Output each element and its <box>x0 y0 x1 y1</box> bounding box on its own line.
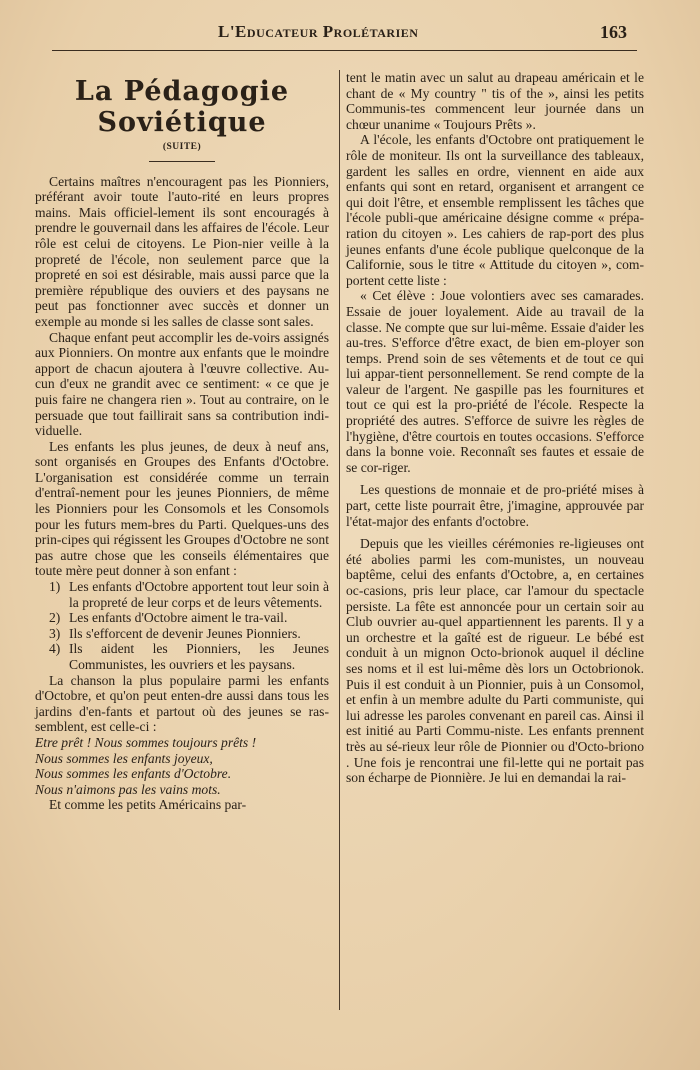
list-text: Ils s'efforcent de devenir Jeunes Pionniers. <box>69 625 301 641</box>
list-text: Ils aident les Pionniers, les Jeunes Communistes, les ouvriers et les paysans. <box>69 641 329 672</box>
paragraph: Depuis que les vieilles cérémonies re-ligieuses ont été abolies parmi les com-munistes, un nouveau baptême, celui des enfants d'Octobre, a, en certaines oc-casions, pris leur place, car l'amour du spectacle persiste. La fête est annoncée pour un certain soir au Club ouvrier au-quel appartiennent les parents. Il y a un orchestre et la gaîté est de rigueur. Le bébé est conduit à un mignon Octo-brionok auquel il décline ses noms et il est lui-même dès lors un Octobrionok. Puis il est conduit à un Pionnier, puis à un Consomol, et enfin à un membre adulte du Parti communiste, qui lui adresse les paroles convenant en pareil cas. Ainsi il est initié au Parti Commu-niste. Les enfants prennent très au sé-rieux leur rôle de Pionnier ou d'Octo-briono . Une fois je rencontrai une fil-lette qui ne portait pas son écharpe de Pionnière. Je lui en demandai la rai- <box>346 536 644 786</box>
list-number: 4) <box>49 641 61 657</box>
verse-line: Nous n'aimons pas les vains mots. <box>35 781 221 797</box>
list-number: 2) <box>49 610 61 626</box>
list-number: 1) <box>49 579 61 595</box>
left-column <box>35 70 329 813</box>
article-subtitle: (SUITE) <box>162 142 202 152</box>
list-text: Les enfants d'Octobre aiment le tra-vail. <box>69 610 288 626</box>
rules-list <box>35 579 329 673</box>
list-text: Les enfants d'Octobre apportent tout leur soin à la propreté de leur corps et de leurs vêtements. <box>69 579 329 610</box>
article-title <box>35 76 329 138</box>
paragraph: Certains maîtres n'encouragent pas les Pionniers, préférant avoir toute l'auto-rité en leurs propres mains. Mais officiel-lement ils sont encouragés à prendre le gouvernail dans les affaires de l'école. Leur rôle est celui de citoyens. Le Pion-nier veille à la propreté de l'école, non seulement parce que la propreté en soi est désirable, mais aussi parce que la première république des ouviers et des paysans ne peut pas fonctionner avec succès et donner un exemple au monde si les salles de classe sont sales. <box>35 173 329 329</box>
list-item <box>35 579 329 610</box>
paragraph: Et comme les petits Américains par- <box>49 797 247 813</box>
paragraph: A l'école, les enfants d'Octobre ont pratiquement le rôle de moniteur. Ils ont la surveillance des tableaux, gardent les salles en ordre, viennent en aide aux enfants qui sont en retard, organisent et arrangent ce qui doit l'être, et ensemble remplissent les tâches que l'école publi-que américaine désigne comme « prépa-ration du citoyen ». Les cahiers de rap-port des plus jeunes enfants d'une école publique quelconque de la Californie, sous le titre « Attitude du citoyen », com-portent cette liste : <box>346 132 644 288</box>
paragraph: Les questions de monnaie et de pro-priété mises à part, cette liste pourrait être, j'imagine, approuvée par l'état-major des enfants d'octobre. <box>346 482 644 529</box>
song-verse <box>35 735 329 797</box>
verse-line: Nous sommes les enfants d'Octobre. <box>35 766 232 782</box>
title-line-1: La Pédagogie <box>74 76 290 107</box>
verse-line: Nous sommes les enfants joyeux, <box>35 750 213 766</box>
title-rule <box>149 161 215 162</box>
list-item <box>35 626 329 642</box>
header-rule <box>52 50 637 51</box>
paragraph: La chanson la plus populaire parmi les enfants d'Octobre, et qu'on peut enten-dre aussi dans tous les jardins d'en-fants et partout où des jeunes se ras-semblent, est celle-ci : <box>35 672 329 735</box>
list-number: 3) <box>49 625 61 641</box>
list-item <box>35 641 329 672</box>
paragraph: Les enfants les plus jeunes, de deux à neuf ans, sont organisés en Groupes des Enfants d'Octobre. L'organisation est considérée comme un terrain d'entraî-nement pour les jeunes Pionniers, de même les Pionniers pour les Consomols et les Consomols pour les futurs mem-bres du Parti. Quelques-uns des prin-cipes qui régissent les Groupes d'Octobre ne sont pas autre chose que les conseils élémentaires que toute mère peut donner à son enfant : <box>35 438 329 579</box>
paragraph: « Cet élève : Joue volontiers avec ses camarades. Essaie de jouer loyalement. Aide au travail de la classe. Ne compte que sur lui-même. Essaie d'aider les au-tres. S'efforce d'être exact, de bien em-ployer son temps. Prend soin de ses vêtements et de tout ce qui lui appar-tient personnellement. Se rend compte de la valeur de l'argent. Ne gaspille pas les fournitures et tout ce qui est la pro-priété de l'école. Respecte la propriété des autres. S'efforce de suivre les règles de l'hygiène, d'être courtois en toutes occasions. S'efforce dans la bonne voie. Reconnaît ses fautes et essaie de se cor-riger. <box>346 288 644 475</box>
paragraph: tent le matin avec un salut au drapeau américain et le chant de « My country " tis of the », ainsi les petits Communis-tes commencent leur journée dans un chœur unanime « Toujours Prêts ». <box>346 70 644 132</box>
right-column <box>346 70 644 786</box>
column-divider <box>339 70 340 1010</box>
verse-line: Etre prêt ! Nous sommes toujours prêts ! <box>35 734 257 750</box>
page-number: 163 <box>600 22 627 42</box>
title-line-2: Soviétique <box>97 107 267 138</box>
running-title: L'Educateur Prolétarien <box>218 22 419 41</box>
paragraph: Chaque enfant peut accomplir les de-voirs assignés aux Pionniers. On montre aux enfants que le moindre apport de chacun ajoutera à l'œuvre collective. Au-cun d'eux ne grandit avec ce sentiment: « ce que je puis faire ne changera rien ». Tout au contraire, on le persuade que tout faillirait sans sa contribution indi-viduelle. <box>35 329 329 439</box>
list-item <box>35 610 329 626</box>
